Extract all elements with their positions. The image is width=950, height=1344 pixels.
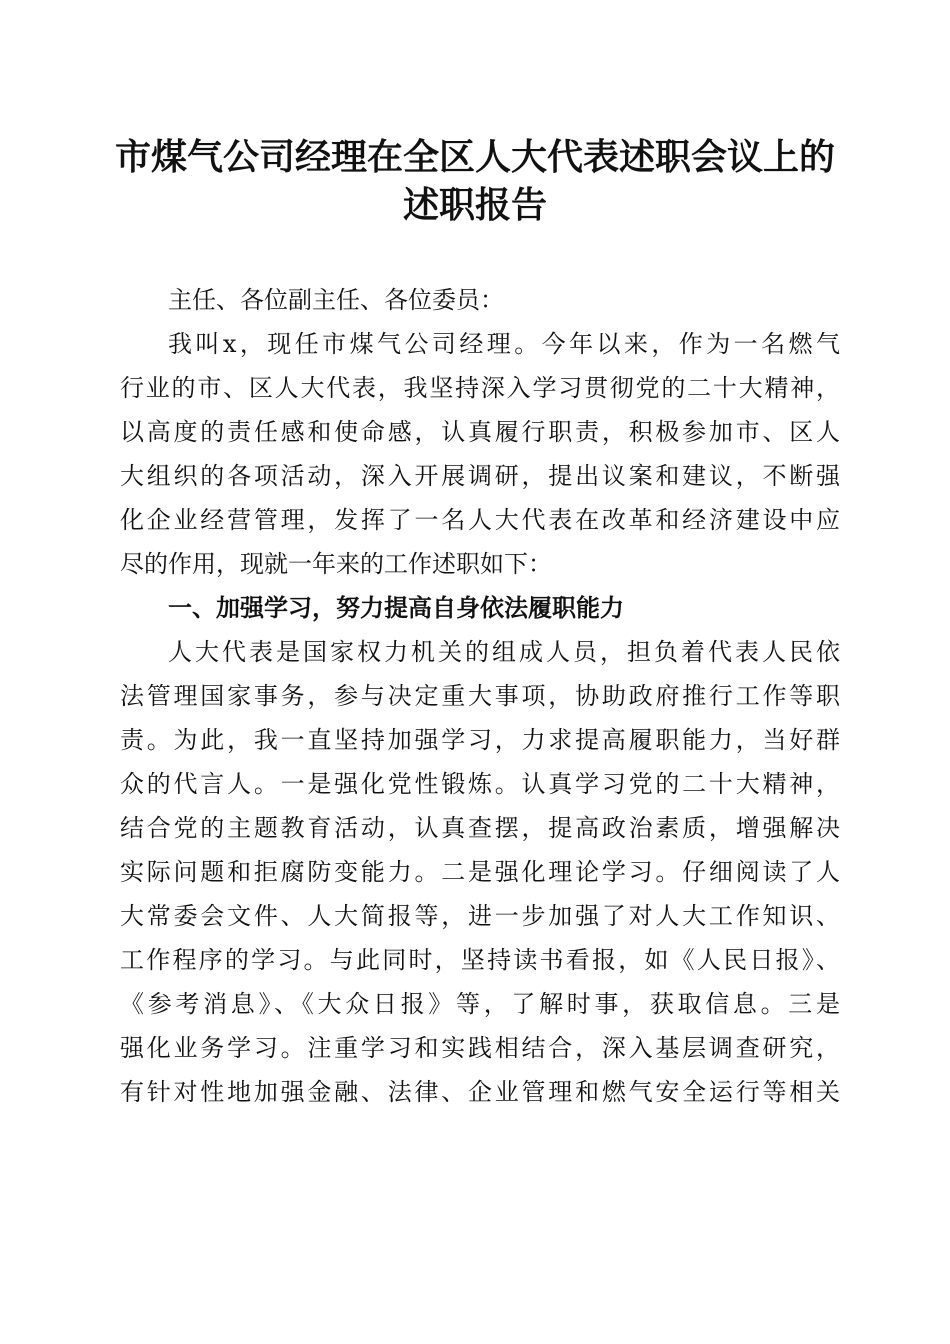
paragraph-line: 尽的作用，现就一年来的工作述职如下： [120, 550, 552, 578]
paragraph-line: 大常委会文件、人大简报等，进一步加强了对人大工作知识、 [120, 902, 840, 930]
paragraph-line: 实际问题和拒腐防变能力。二是强化理论学习。仔细阅读了人 [120, 858, 840, 886]
paragraph-line: 我叫x，现任市煤气公司经理。今年以来，作为一名燃气 [168, 330, 840, 358]
paragraph-line: 人大代表是国家权力机关的组成人员，担负着代表人民依 [168, 638, 840, 666]
title-line-2: 述职报告 [402, 184, 547, 226]
paragraph-line: 责。为此，我一直坚持加强学习，力求提高履职能力，当好群 [120, 726, 840, 754]
paragraph-line: 工作程序的学习。与此同时，坚持读书看报，如《人民日报》、 [120, 946, 840, 974]
paragraph-line: 大组织的各项活动，深入开展调研，提出议案和建议，不断强 [120, 462, 840, 490]
paragraph-line: 行业的市、区人大代表，我坚持深入学习贯彻党的二十大精神， [120, 374, 840, 402]
paragraph-line: 《参考消息》、《大众日报》等，了解时事，获取信息。三是 [120, 990, 840, 1018]
paragraph-line: 化企业经营管理，发挥了一名人大代表在改革和经济建设中应 [120, 506, 840, 534]
section-heading: 一、加强学习，努力提高自身依法履职能力 [168, 594, 624, 622]
paragraph-line: 有针对性地加强金融、法律、企业管理和燃气安全运行等相关 [120, 1078, 840, 1106]
document-title [100, 133, 850, 229]
paragraph-line: 法管理国家事务，参与决定重大事项，协助政府推行工作等职 [120, 682, 840, 710]
paragraph-line: 众的代言人。一是强化党性锻炼。认真学习党的二十大精神， [120, 770, 840, 798]
paragraph-line: 以高度的责任感和使命感，认真履行职责，积极参加市、区人 [120, 418, 840, 446]
document-body [120, 278, 840, 1114]
salutation: 主任、各位副主任、各位委员： [168, 286, 504, 314]
title-line-1: 市煤气公司经理在全区人大代表述职会议上的 [114, 136, 835, 178]
paragraph-line: 强化业务学习。注重学习和实践相结合，深入基层调查研究， [120, 1034, 840, 1062]
paragraph-line: 结合党的主题教育活动，认真查摆，提高政治素质，增强解决 [120, 814, 840, 842]
